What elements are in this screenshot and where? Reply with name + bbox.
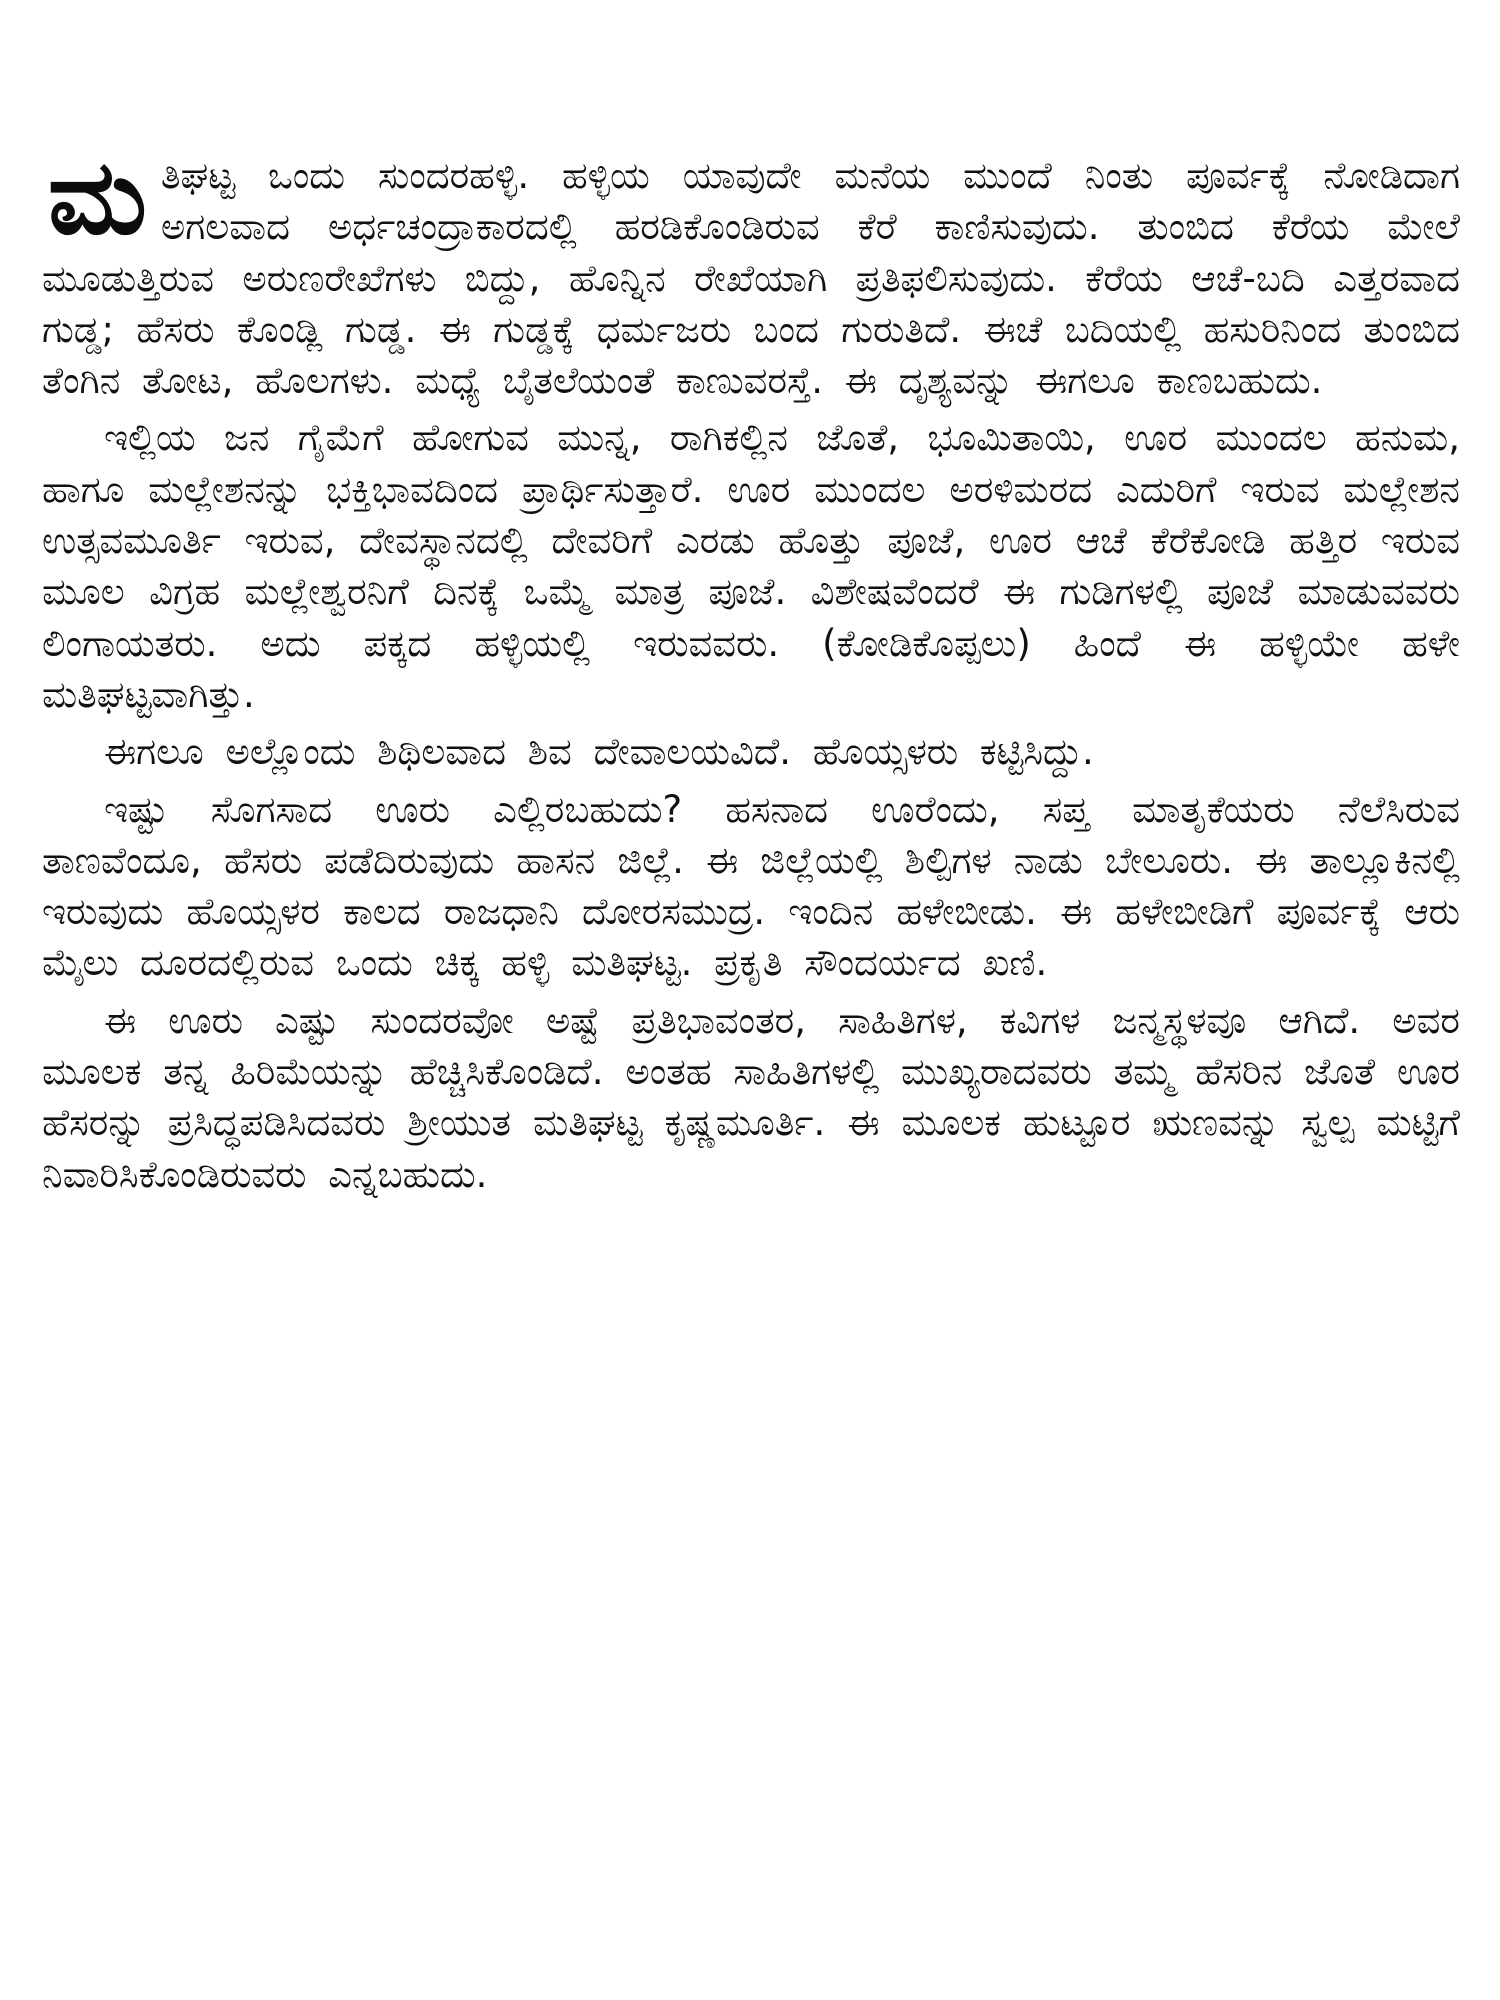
paragraph-1	[42, 136, 1460, 406]
paragraph-3: ಈಗಲೂ ಅಲ್ಲೊಂದು ಶಿಥಿಲವಾದ ಶಿವ ದೇವಾಲಯವಿದೆ. ಹೊಯ್ಸಳರು ಕಟ್ಟಿಸಿದ್ದು.	[104, 730, 1094, 774]
paragraph-2: ಇಲ್ಲಿಯ ಜನ ಗೈಮೆಗೆ ಹೋಗುವ ಮುನ್ನ, ರಾಗಿಕಲ್ಲಿನ ಜೊತೆ, ಭೂಮಿತಾಯಿ, ಊರ ಮುಂದಲ ಹನುಮ, ಹಾಗೂ ಮಲ್ಲೇಶನನ್ನು ಭಕ್ತಿಭಾವದಿಂದ ಪ್ರಾರ್ಥಿಸುತ್ತಾರೆ. ಊರ ಮುಂದಲ ಅರಳಿಮರದ ಎದುರಿಗೆ ಇರುವ ಮಲ್ಲೇಶನ ಉತ್ಸವಮೂರ್ತಿ ಇರುವ, ದೇವಸ್ಥಾನದಲ್ಲಿ ದೇವರಿಗೆ ಎರಡು ಹೊತ್ತು ಪೂಜೆ, ಊರ ಆಚೆ ಕೆರೆಕೋಡಿ ಹತ್ತಿರ ಇರುವ ಮೂಲ ವಿಗ್ರಹ ಮಲ್ಲೇಶ್ವರನಿಗೆ ದಿನಕ್ಕೆ ಒಮ್ಮೆ ಮಾತ್ರ ಪೂಜೆ. ವಿಶೇಷವೆಂದರೆ ಈ ಗುಡಿಗಳಲ್ಲಿ ಪೂಜೆ ಮಾಡುವವರು ಲಿಂಗಾಯತರು. ಅದು ಪಕ್ಕದ ಹಳ್ಳಿಯಲ್ಲಿ ಇರುವವರು. (ಕೋಡಿಕೊಪ್ಪಲು) ಹಿಂದೆ ಈ ಹಳ್ಳಿಯೇ ಹಳೇ ಮತಿಘಟ್ಟವಾಗಿತ್ತು.	[42, 416, 1460, 716]
paragraph-4: ಇಷ್ಟು ಸೊಗಸಾದ ಊರು ಎಲ್ಲಿರಬಹುದು? ಹಸನಾದ ಊರೆಂದು, ಸಪ್ತ ಮಾತೃಕೆಯರು ನೆಲೆಸಿರುವ ತಾಣವೆಂದೂ, ಹೆಸರು ಪಡೆದಿರುವುದು ಹಾಸನ ಜಿಲ್ಲೆ. ಈ ಜಿಲ್ಲೆಯಲ್ಲಿ ಶಿಲ್ಪಿಗಳ ನಾಡು ಬೇಲೂರು. ಈ ತಾಲ್ಲೂಕಿನಲ್ಲಿ ಇರುವುದು ಹೊಯ್ಸಳರ ಕಾಲದ ರಾಜಧಾನಿ ದೋರಸಮುದ್ರ. ಇಂದಿನ ಹಳೇಬೀಡು. ಈ ಹಳೇಬೀಡಿಗೆ ಪೂರ್ವಕ್ಕೆ ಆರು ಮೈಲು ದೂರದಲ್ಲಿರುವ ಒಂದು ಚಿಕ್ಕ ಹಳ್ಳಿ ಮತಿಘಟ್ಟ. ಪ್ರಕೃತಿ ಸೌಂದರ್ಯದ ಖಣಿ.	[42, 787, 1460, 985]
document-page	[42, 136, 1460, 1200]
paragraph-1-text: ತಿಘಟ್ಟ ಒಂದು ಸುಂದರಹಳ್ಳಿ. ಹಳ್ಳಿಯ ಯಾವುದೇ ಮನೆಯ ಮುಂದೆ ನಿಂತು ಪೂರ್ವಕ್ಕೆ ನೋಡಿದಾಗ ಅಗಲವಾದ ಅರ್ಧಚಂದ್ರಾಕಾರದಲ್ಲಿ ಹರಡಿಕೊಂಡಿರುವ ಕೆರೆ ಕಾಣಿಸುವುದು. ತುಂಬಿದ ಕೆರೆಯ ಮೇಲೆ ಮೂಡುತ್ತಿರುವ ಅರುಣರೇಖೆಗಳು ಬಿದ್ದು, ಹೊನ್ನಿನ ರೇಖೆಯಾಗಿ ಪ್ರತಿಫಲಿಸುವುದು. ಕೆರೆಯ ಆಚೆ-ಬದಿ ಎತ್ತರವಾದ ಗುಡ್ಡ; ಹೆಸರು ಕೊಂಡ್ಲಿ ಗುಡ್ಡ. ಈ ಗುಡ್ಡಕ್ಕೆ ಧರ್ಮಜರು ಬಂದ ಗುರುತಿದೆ. ಈಚೆ ಬದಿಯಲ್ಲಿ ಹಸುರಿನಿಂದ ತುಂಬಿದ ತೆಂಗಿನ ತೋಟ, ಹೊಲಗಳು. ಮಧ್ಯೆ ಬೈತಲೆಯಂತೆ ಕಾಣುವರಸ್ತೆ. ಈ ದೃಶ್ಯವನ್ನು ಈಗಲೂ ಕಾಣಬಹುದು.	[42, 154, 1460, 403]
drop-cap: ಮ	[48, 136, 147, 258]
paragraph-5: ಈ ಊರು ಎಷ್ಟು ಸುಂದರವೋ ಅಷ್ಟೆ ಪ್ರತಿಭಾವಂತರ, ಸಾಹಿತಿಗಳ, ಕವಿಗಳ ಜನ್ಮಸ್ಥಳವೂ ಆಗಿದೆ. ಅವರ ಮೂಲಕ ತನ್ನ ಹಿರಿಮೆಯನ್ನು ಹೆಚ್ಚಿಸಿಕೊಂಡಿದೆ. ಅಂತಹ ಸಾಹಿತಿಗಳಲ್ಲಿ ಮುಖ್ಯರಾದವರು ತಮ್ಮ ಹೆಸರಿನ ಜೊತೆ ಊರ ಹೆಸರನ್ನು ಪ್ರಸಿದ್ಧಪಡಿಸಿದವರು ಶ್ರೀಯುತ ಮತಿಘಟ್ಟ ಕೃಷ್ಣಮೂರ್ತಿ. ಈ ಮೂಲಕ ಹುಟ್ಟೂರ ಋಣವನ್ನು ಸ್ವಲ್ಪ ಮಟ್ಟಿಗೆ ನಿವಾರಿಸಿಕೊಂಡಿರುವರು ಎನ್ನಬಹುದು.	[42, 998, 1460, 1196]
